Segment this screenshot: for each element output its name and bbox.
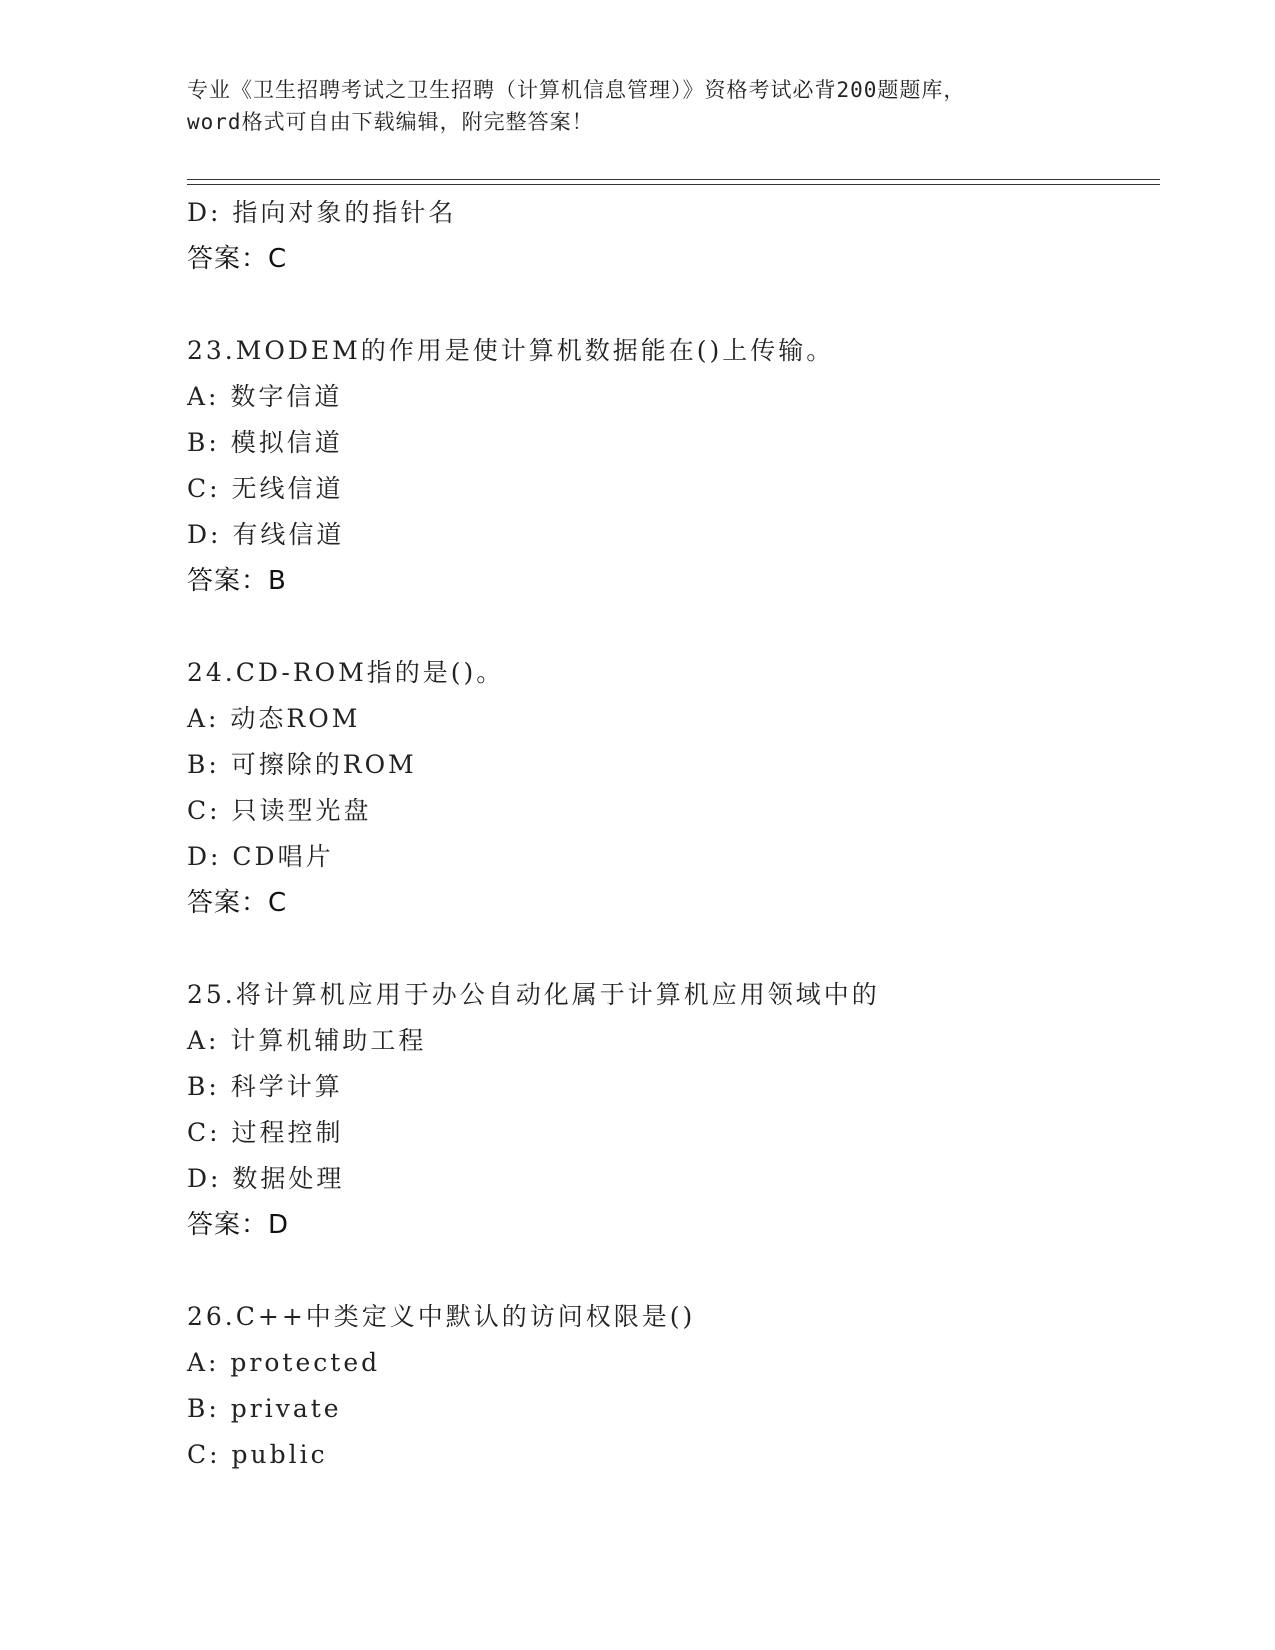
option-b: B: private [187, 1394, 342, 1423]
answer-label: 答案：C [187, 244, 288, 274]
question-26 [187, 1294, 1160, 1478]
question-23 [187, 328, 1160, 604]
question-stem: 25.将计算机应用于办公自动化属于计算机应用领域中的 [187, 980, 880, 1009]
option-c: C: 只读型光盘 [187, 796, 372, 825]
option-a: A: protected [187, 1348, 381, 1377]
question-spacer [187, 926, 1160, 972]
option-d: D: 指向对象的指针名 [187, 198, 457, 227]
option-a: A: 计算机辅助工程 [187, 1026, 427, 1055]
question-stem: 24.CD-ROM指的是()。 [187, 658, 505, 687]
question-spacer [187, 604, 1160, 650]
document-header [187, 74, 1087, 138]
option-c: C: public [187, 1440, 328, 1469]
option-b: B: 模拟信道 [187, 428, 343, 457]
question-stem: 26.C++中类定义中默认的访问权限是() [187, 1302, 696, 1331]
option-b: B: 可擦除的ROM [187, 750, 417, 779]
header-title-line-1: 专业《卫生招聘考试之卫生招聘（计算机信息管理）》资格考试必背200题题库， [187, 78, 966, 102]
option-c: C: 过程控制 [187, 1118, 344, 1147]
option-d: D: 数据处理 [187, 1164, 345, 1193]
question-22-continued [187, 190, 1160, 282]
option-a: A: 动态ROM [187, 704, 361, 733]
option-b: B: 科学计算 [187, 1072, 343, 1101]
question-24 [187, 650, 1160, 926]
answer-label: 答案：C [187, 888, 288, 918]
answer-label: 答案：B [187, 566, 287, 596]
option-c: C: 无线信道 [187, 474, 344, 503]
question-list [187, 190, 1160, 1478]
answer-label: 答案：D [187, 1210, 290, 1240]
header-divider-bottom [187, 184, 1160, 185]
header-divider-top [187, 179, 1160, 180]
question-stem: 23.MODEM的作用是使计算机数据能在()上传输。 [187, 336, 835, 365]
header-title-line-2: word格式可自由下载编辑，附完整答案！ [187, 110, 594, 134]
question-spacer [187, 282, 1160, 328]
option-d: D: CD唱片 [187, 842, 334, 871]
question-25 [187, 972, 1160, 1248]
option-a: A: 数字信道 [187, 382, 343, 411]
question-spacer [187, 1248, 1160, 1294]
option-d: D: 有线信道 [187, 520, 345, 549]
